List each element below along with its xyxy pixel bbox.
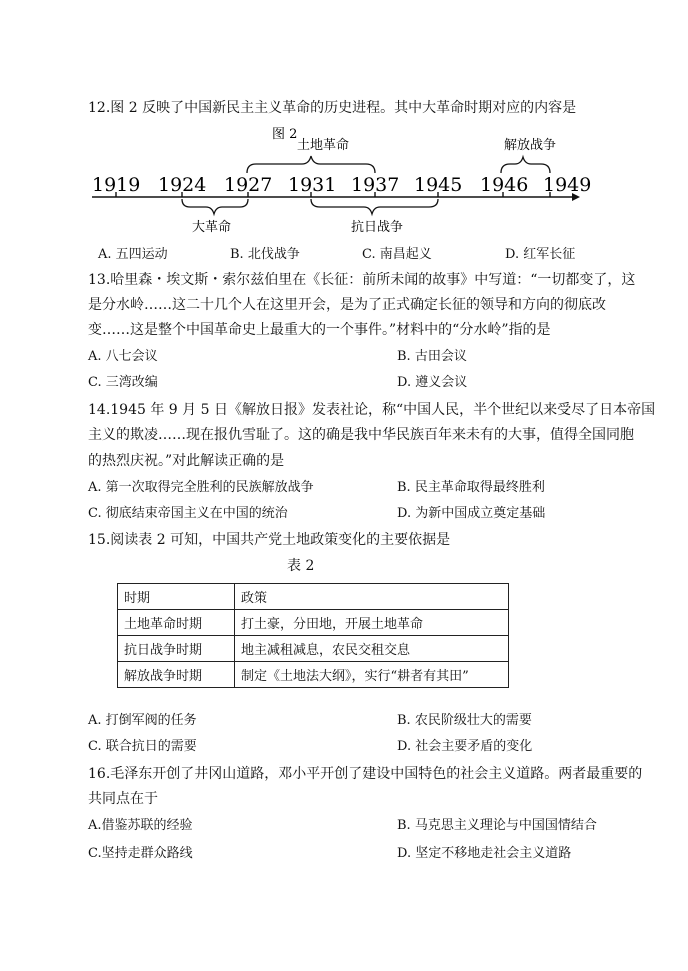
q15-option-b[interactable]: B. 农民阶级壮大的需要: [397, 713, 532, 728]
q16-option-a[interactable]: A.借鉴苏联的经验: [88, 818, 193, 833]
year-1927: 1927: [224, 174, 273, 196]
policy-table: [117, 583, 509, 688]
q16-option-c[interactable]: C.坚持走群众路线: [88, 846, 193, 861]
table-cell-policy: 地主减租减息，农民交租交息: [235, 636, 509, 662]
q14-stem-line2: 主义的欺凌……现在报仇雪耻了。这的确是我中华民族百年来未有的大事，值得全国同胞: [88, 427, 634, 443]
q14-stem-line1: 14.1945 年 9 月 5 日《解放日报》发表社论，称“中国人民，半个世纪以来受尽了日本帝国: [88, 402, 656, 418]
q12-option-d[interactable]: D. 红军长征: [505, 247, 576, 262]
q14-option-c[interactable]: C. 彻底结束帝国主义在中国的统治: [88, 506, 288, 521]
q12-option-c[interactable]: C. 南昌起义: [362, 247, 432, 262]
resistance-war-brace: [311, 199, 438, 214]
q14-option-a[interactable]: A. 第一次取得完全胜利的民族解放战争: [88, 480, 314, 495]
q16-option-b[interactable]: B. 马克思主义理论与中国国情结合: [397, 818, 597, 833]
table-header-policy: 政策: [235, 584, 509, 610]
table-row: [118, 610, 509, 636]
q13-option-d[interactable]: D. 遵义会议: [397, 375, 468, 390]
year-1945: 1945: [414, 174, 463, 196]
q16-stem-line1: 16.毛泽东开创了井冈山道路，邓小平开创了建设中国特色的社会主义道路。两者最重要的: [88, 766, 643, 782]
q12-stem: 12.图 2 反映了中国新民主主义革命的历史进程。其中大革命时期对应的内容是: [88, 100, 577, 116]
table-row: [118, 636, 509, 662]
year-1931: 1931: [288, 174, 337, 196]
period-resistance-war-label: 抗日战争: [351, 220, 404, 235]
q15-stem: 15.阅读表 2 可知，中国共产党土地政策变化的主要依据是: [88, 532, 451, 548]
q13-stem-line1: 13.哈里森・埃文斯・索尔兹伯里在《长征：前所未闻的故事》中写道：“一切都变了，这: [88, 272, 636, 288]
period-great-revolution-label: 大革命: [192, 220, 232, 235]
q14-option-d[interactable]: D. 为新中国成立奠定基础: [397, 506, 546, 521]
year-1924: 1924: [158, 174, 207, 196]
table-header-period: 时期: [118, 584, 235, 610]
table-row: [118, 662, 509, 688]
year-1919: 1919: [92, 174, 141, 196]
q15-option-c[interactable]: C. 联合抗日的需要: [88, 739, 197, 754]
q13-stem-line3: 变……这是整个中国革命史上最重大的一个事件。”材料中的“分水岭”指的是: [88, 322, 551, 338]
q13-option-b[interactable]: B. 古田会议: [397, 349, 467, 364]
year-1946: 1946: [480, 174, 529, 196]
table-cell-policy: 打土豪，分田地，开展土地革命: [235, 610, 509, 636]
figure-title: 图 2: [272, 127, 298, 142]
table-title: 表 2: [287, 558, 315, 574]
year-1949: 1949: [543, 174, 592, 196]
q16-stem-line2: 共同点在于: [88, 791, 158, 807]
q16-option-d[interactable]: D. 坚定不移地走社会主义道路: [397, 846, 572, 861]
q13-stem-line2: 是分水岭……这二十几个人在这里开会，是为了正式确定长征的领导和方向的彻底改: [88, 297, 606, 313]
table-cell-period: 解放战争时期: [118, 662, 235, 688]
q13-option-c[interactable]: C. 三湾改编: [88, 375, 158, 390]
q15-option-a[interactable]: A. 打倒军阀的任务: [88, 713, 197, 728]
q12-option-b[interactable]: B. 北伐战争: [230, 247, 300, 262]
great-revolution-brace: [182, 199, 248, 214]
table-cell-policy: 制定《土地法大纲》，实行“耕者有其田”: [235, 662, 509, 688]
table-cell-period: 土地革命时期: [118, 610, 235, 636]
q14-option-b[interactable]: B. 民主革命取得最终胜利: [397, 480, 545, 495]
year-1937: 1937: [351, 174, 400, 196]
period-liberation-war-label: 解放战争: [504, 138, 557, 153]
q15-option-d[interactable]: D. 社会主要矛盾的变化: [397, 739, 533, 754]
liberation-war-brace: [501, 157, 550, 173]
q14-stem-line3: 的热烈庆祝。”对此解读正确的是: [88, 453, 285, 469]
table-header-row: [118, 584, 509, 610]
q12-option-a[interactable]: A. 五四运动: [98, 247, 168, 262]
table-cell-period: 抗日战争时期: [118, 636, 235, 662]
period-land-revolution-label: 土地革命: [297, 138, 350, 153]
land-revolution-brace: [247, 156, 375, 173]
q13-option-a[interactable]: A. 八七会议: [88, 349, 158, 364]
